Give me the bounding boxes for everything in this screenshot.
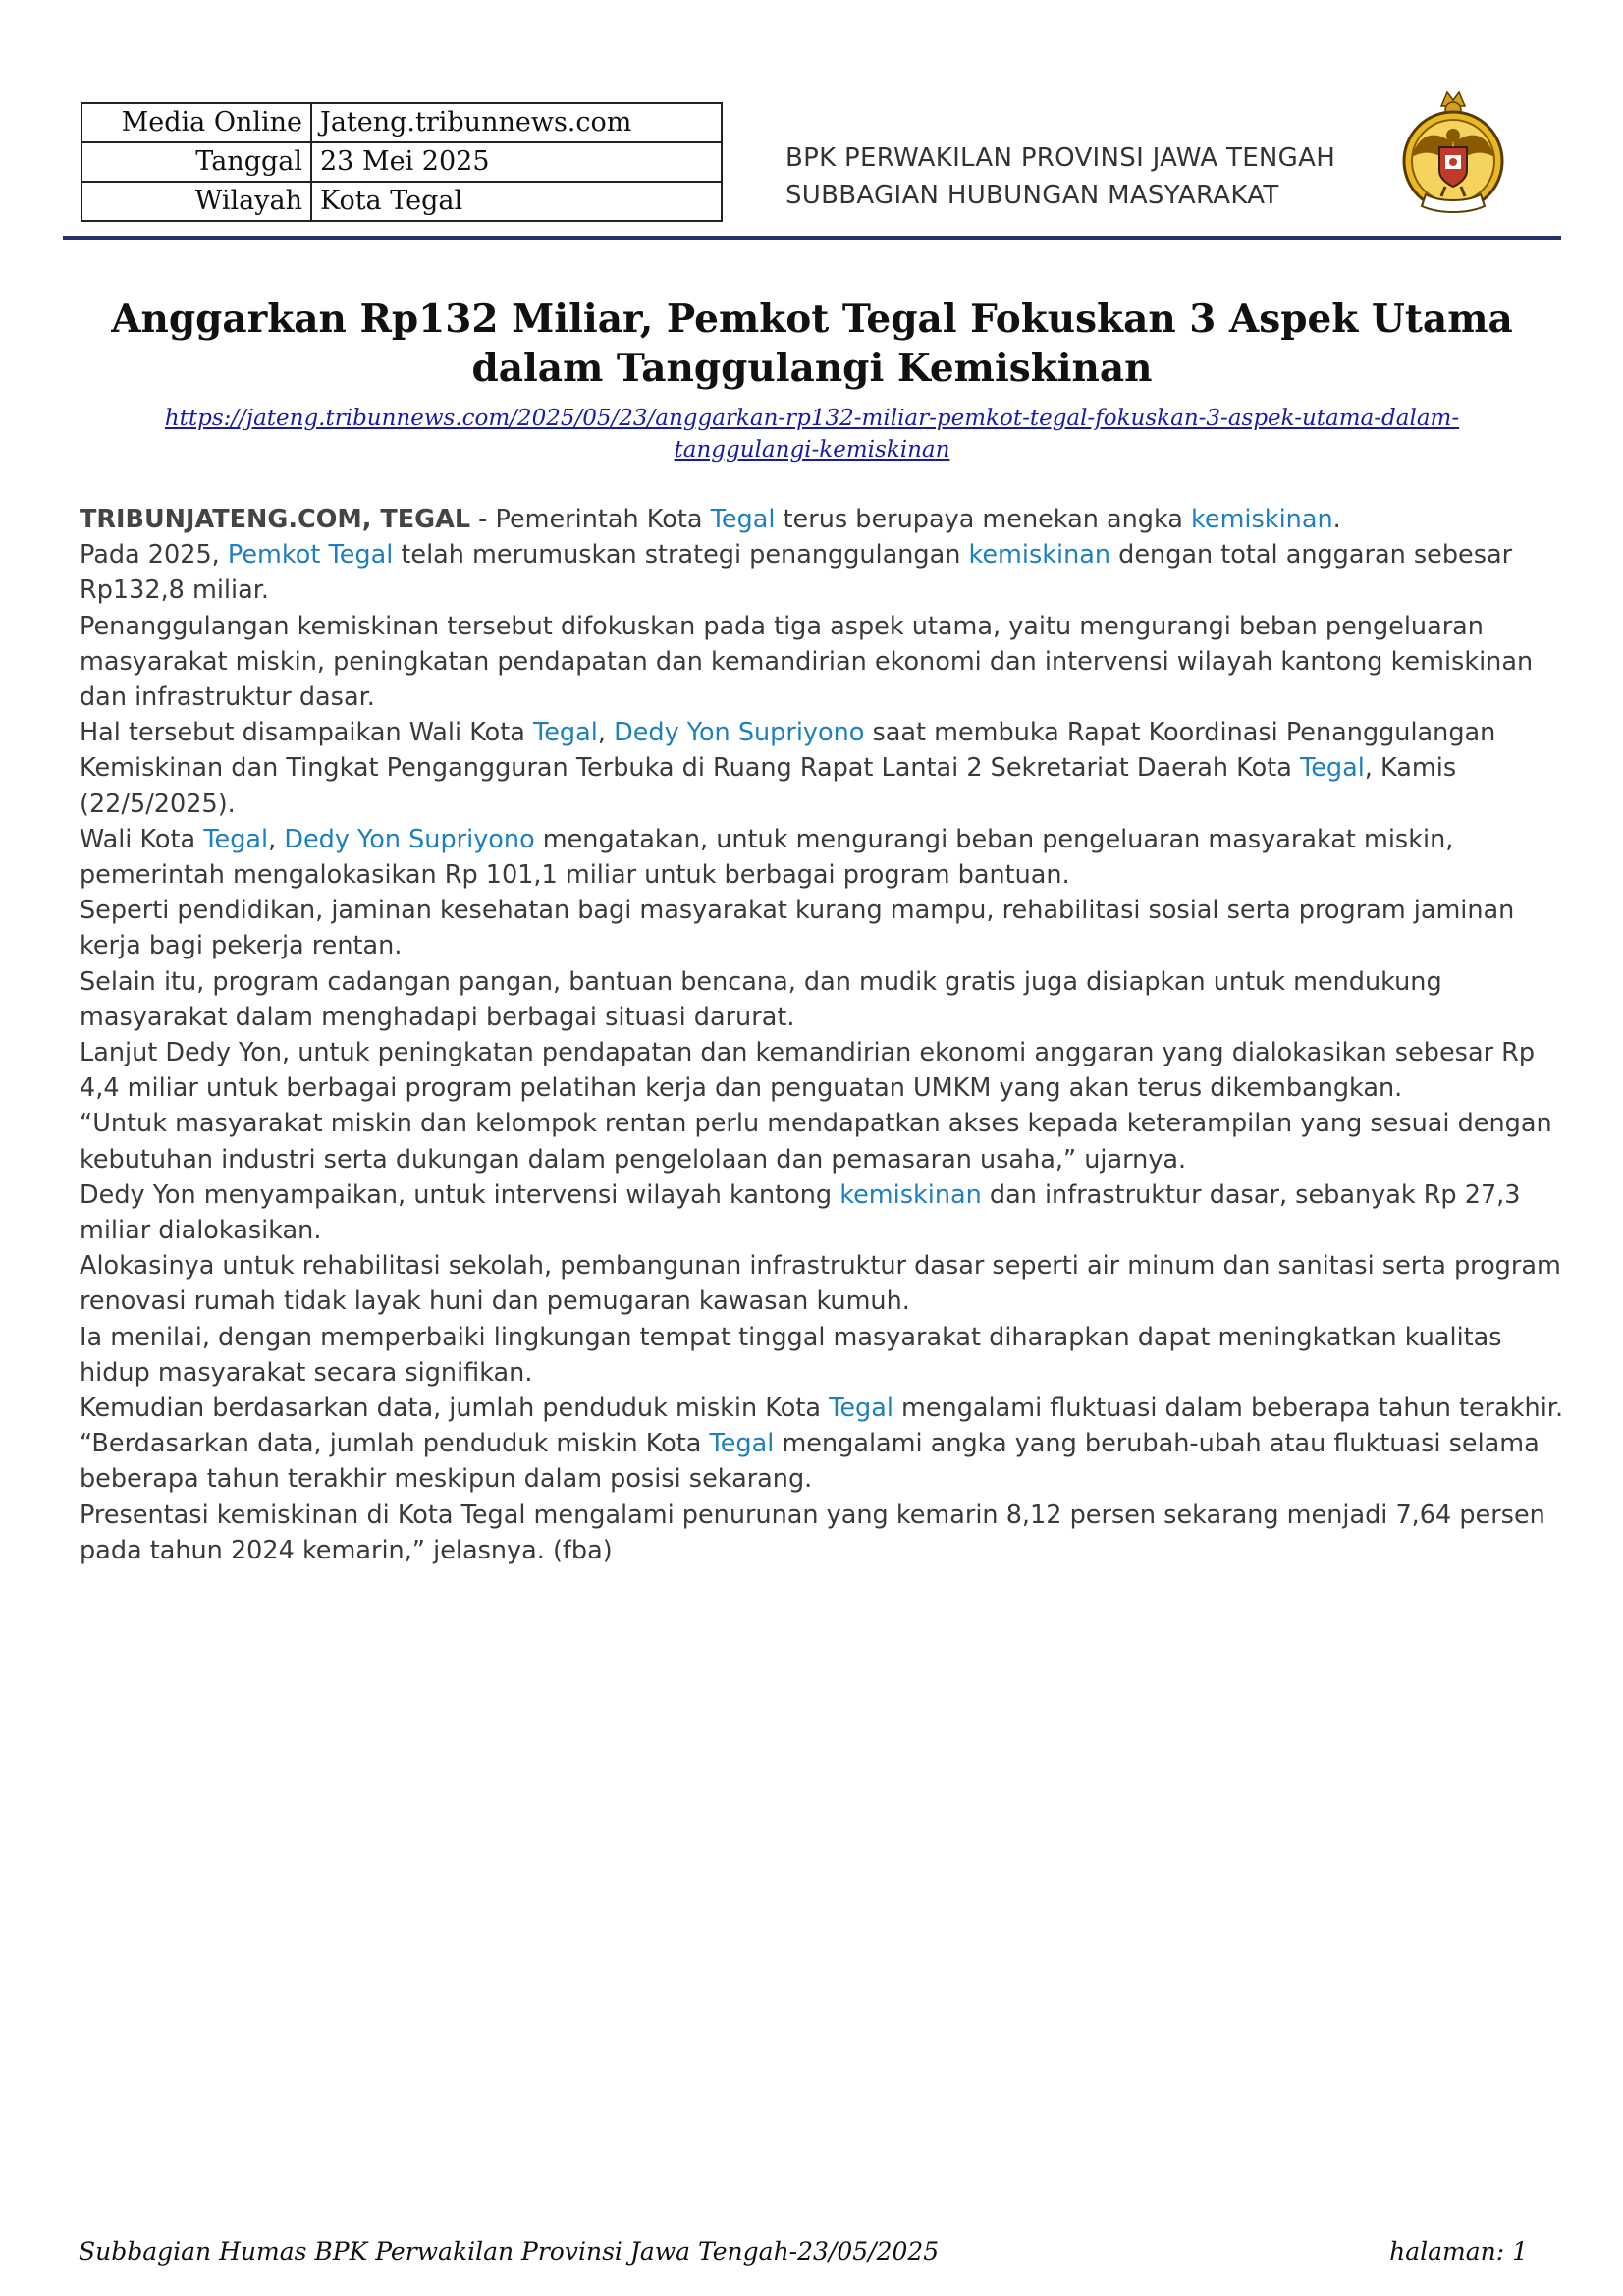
article-tag-link[interactable]: Tegal xyxy=(203,824,269,854)
article-text: Dedy Yon menyampaikan, untuk intervensi wilayah kantong xyxy=(80,1179,840,1210)
article-text: terus berupaya menekan angka xyxy=(775,505,1192,534)
article-title: Anggarkan Rp132 Miliar, Pemkot Tegal Fokuskan 3 Aspek Utama dalam Tanggulangi Kemiskinan xyxy=(111,297,1513,391)
article-paragraph xyxy=(80,1035,1566,1106)
article-text: , xyxy=(268,824,285,854)
article-text: , xyxy=(597,718,615,748)
media-info-table xyxy=(81,102,723,222)
date-value: 23 Mei 2025 xyxy=(311,142,722,182)
article-text: Penanggulangan kemiskinan tersebut difokuskan pada tiga aspek utama, yaitu mengurangi beban pengeluaran masyarakat miskin, peningkatan pendapatan dan kemandirian ekonomi dan intervensi wilayah kantong kemiskinan dan infrastruktur dasar. xyxy=(80,611,1534,713)
article-tag-link[interactable]: Tegal xyxy=(533,718,598,748)
media-label: Media Online xyxy=(81,103,311,142)
article-tag-link[interactable]: Tegal xyxy=(709,1429,775,1459)
article-paragraph xyxy=(80,1248,1566,1319)
article-paragraph xyxy=(80,964,1566,1035)
article-text: saat membuka Rapat Koordinasi Penanggulangan Kemiskinan dan Tingkat Pengangguran Terbuka di Ruang Rapat Lantai 2 Sekretariat Daerah Kota xyxy=(80,718,1496,784)
article-paragraph xyxy=(80,609,1566,716)
footer-source: Subbagian Humas BPK Perwakilan Provinsi Jawa Tengah-23/05/2025 xyxy=(79,2237,940,2266)
article-text: “Berdasarkan data, jumlah penduduk miskin Kota xyxy=(80,1429,710,1459)
article-text: mengalami fluktuasi dalam beberapa tahun terakhir. xyxy=(893,1394,1564,1424)
article-text: , Kamis (22/5/2025). xyxy=(80,753,1457,819)
article-text: Alokasinya untuk rehabilitasi sekolah, pembangunan infrastruktur dasar seperti air minum dan sanitasi serta program renovasi rumah tidak layak huni dan pemugaran kawasan kumuh. xyxy=(80,1251,1561,1317)
article-tag-link[interactable]: Pemkot Tegal xyxy=(227,540,394,571)
article-paragraph xyxy=(80,537,1566,608)
header-divider xyxy=(63,236,1561,240)
region-info-row xyxy=(81,182,722,221)
article-paragraph xyxy=(80,715,1566,822)
article-paragraph xyxy=(80,1177,1566,1248)
article-text: Pada 2025, xyxy=(80,540,228,571)
article-dateline: TRIBUNJATENG.COM, TEGAL xyxy=(80,505,471,534)
article-tag-link[interactable]: kemiskinan xyxy=(1191,505,1333,534)
article-paragraph xyxy=(80,1106,1566,1176)
article-text: dan infrastruktur dasar, sebanyak Rp 27,3 miliar dialokasikan. xyxy=(80,1179,1521,1246)
date-info-row xyxy=(81,142,722,182)
article-text: Wali Kota xyxy=(80,824,204,854)
article-text: telah merumuskan strategi penanggulangan xyxy=(393,540,969,571)
article-tag-link[interactable]: Dedy Yon Supriyono xyxy=(614,718,865,748)
article-body xyxy=(80,502,1566,1568)
page-number: halaman: 1 xyxy=(1389,2237,1528,2266)
article-text: mengalami angka yang berubah-ubah atau fluktuasi selama beberapa tahun terakhir meskipun dalam posisi sekarang. xyxy=(80,1429,1540,1495)
article-tag-link[interactable]: Dedy Yon Supriyono xyxy=(284,824,535,854)
organization-division: SUBBAGIAN HUBUNGAN MASYARAKAT xyxy=(785,181,1279,210)
article-text: . xyxy=(1332,505,1341,534)
article-text: mengatakan, untuk mengurangi beban pengeluaran masyarakat miskin, pemerintah mengalokasikan Rp 101,1 miliar untuk berbagai program bantuan. xyxy=(80,824,1454,891)
media-info-row xyxy=(81,103,722,142)
article-tag-link[interactable]: Tegal xyxy=(1299,753,1365,784)
region-label: Wilayah xyxy=(81,182,311,221)
article-text: Presentasi kemiskinan di Kota Tegal mengalami penurunan yang kemarin 8,12 persen sekarang menjadi 7,64 persen pada tahun 2024 kemarin,” jelasnya. (fba) xyxy=(80,1500,1545,1565)
article-text: Kemudian berdasarkan data, jumlah penduduk miskin Kota xyxy=(80,1394,830,1424)
article-paragraph xyxy=(80,1391,1566,1426)
article-text: Selain itu, program cadangan pangan, bantuan bencana, dan mudik gratis juga disiapkan untuk mendukung masyarakat dalam menghadapi berbagai situasi darurat. xyxy=(80,966,1442,1032)
media-value: Jateng.tribunnews.com xyxy=(311,103,722,142)
article-text: dengan total anggaran sebesar Rp132,8 miliar. xyxy=(80,540,1513,606)
article-paragraph xyxy=(80,502,1566,537)
region-value: Kota Tegal xyxy=(311,182,722,221)
article-tag-link[interactable]: Tegal xyxy=(710,505,776,534)
organization-heading xyxy=(785,139,1335,214)
article-paragraph xyxy=(80,893,1566,963)
article-text: - Pemerintah Kota xyxy=(470,505,711,534)
article-text: Ia menilai, dengan memperbaiki lingkungan tempat tinggal masyarakat diharapkan dapat meningkatkan kualitas hidup masyarakat secara signifikan. xyxy=(80,1322,1502,1388)
article-text: Hal tersebut disampaikan Wali Kota xyxy=(80,718,533,748)
article-text: Seperti pendidikan, jaminan kesehatan bagi masyarakat kurang mampu, rehabilitasi sosial serta program jaminan kerja bagi pekerja rentan. xyxy=(80,896,1515,961)
article-tag-link[interactable]: kemiskinan xyxy=(968,540,1111,571)
article-text: Lanjut Dedy Yon, untuk peningkatan pendapatan dan kemandirian ekonomi anggaran yang dialokasikan sebesar Rp 4,4 miliar untuk berbagai program pelatihan kerja dan penguatan UMKM yang akan terus dikembangkan. xyxy=(80,1038,1536,1104)
article-text: “Untuk masyarakat miskin dan kelompok rentan perlu mendapatkan akses kepada keterampilan yang sesuai dengan kebutuhan industri serta dukungan dalam pengelolaan dan pemasaran usaha,” ujarnya. xyxy=(80,1109,1552,1175)
article-paragraph xyxy=(80,1320,1566,1391)
article-paragraph xyxy=(80,822,1566,893)
garuda-emblem-icon xyxy=(1390,84,1516,230)
article-tag-link[interactable]: kemiskinan xyxy=(839,1179,982,1210)
article-paragraph xyxy=(80,1498,1566,1568)
article-source-link[interactable]: https://jateng.tribunnews.com/2025/05/23/anggarkan-rp132-miliar-pemkot-tegal-fokuskan-3-aspek-utama-dalam-tanggulangi-kemiskinan xyxy=(164,406,1460,463)
article-tag-link[interactable]: Tegal xyxy=(829,1394,893,1424)
organization-name: BPK PERWAKILAN PROVINSI JAWA TENGAH xyxy=(785,143,1336,173)
article-paragraph xyxy=(80,1426,1566,1497)
date-label: Tanggal xyxy=(81,142,311,182)
